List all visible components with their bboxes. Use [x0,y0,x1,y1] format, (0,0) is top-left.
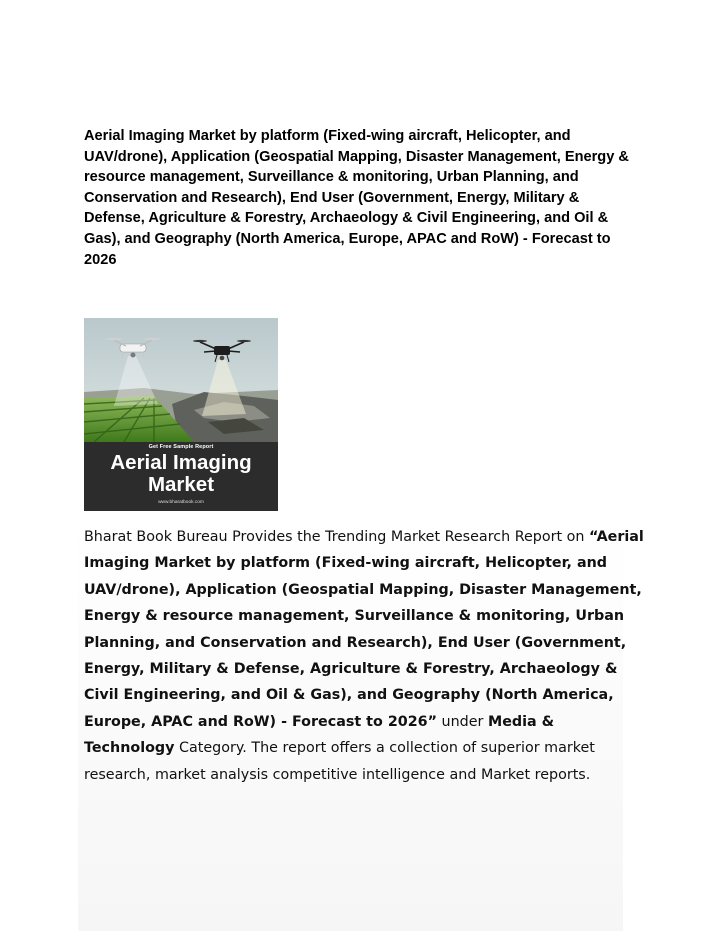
report-title-bold: “Aerial Imaging Market by platform (Fixed-wing aircraft, Helicopter, and UAV/drone), Application (Geospatial Mapping, Disaster Management, Energy & resource management, Surveillance & monitoring, Urban Planning, and Conservation and Research), End User (Government, Energy, Military & Defense, Agriculture & Forestry, Archaeology & Civil Engineering, and Oil & Gas), and Geography (North America, Europe, APAC and RoW) - Forecast to 2026” [84,529,644,730]
body-paragraph [84,524,644,788]
cover-photo [84,318,278,442]
cover-url: www.bharatbook.com [158,500,204,505]
document-title: Aerial Imaging Market by platform (Fixed-wing aircraft, Helicopter, and UAV/drone), Application (Geospatial Mapping, Disaster Management, Energy & resource management, Surveillance & monitoring, Urban Planning, and Conservation and Research), End User (Government, Energy, Military & Defense, Agriculture & Forestry, Archaeology & Civil Engineering, and Oil & Gas), and Geography (North America, Europe, APAC and RoW) - Forecast to 2026 [84,128,629,268]
category-name: Media & Technology [84,713,555,757]
report-cover-image [84,318,278,511]
body-intro: Bharat Book Bureau Provides the Trending Market Research Report on [84,529,590,545]
cover-sample-label: Get Free Sample Report [148,444,214,450]
cover-title-line-1: Aerial Imaging [110,451,252,474]
body-under: under [437,713,488,730]
body-outro: Category. The report offers a collection of superior market research, market analysis competitive intelligence and Market reports. [84,740,595,783]
cover-title-band [84,442,278,511]
cover-title-line-2: Market [147,473,215,496]
cover-title [84,452,278,496]
